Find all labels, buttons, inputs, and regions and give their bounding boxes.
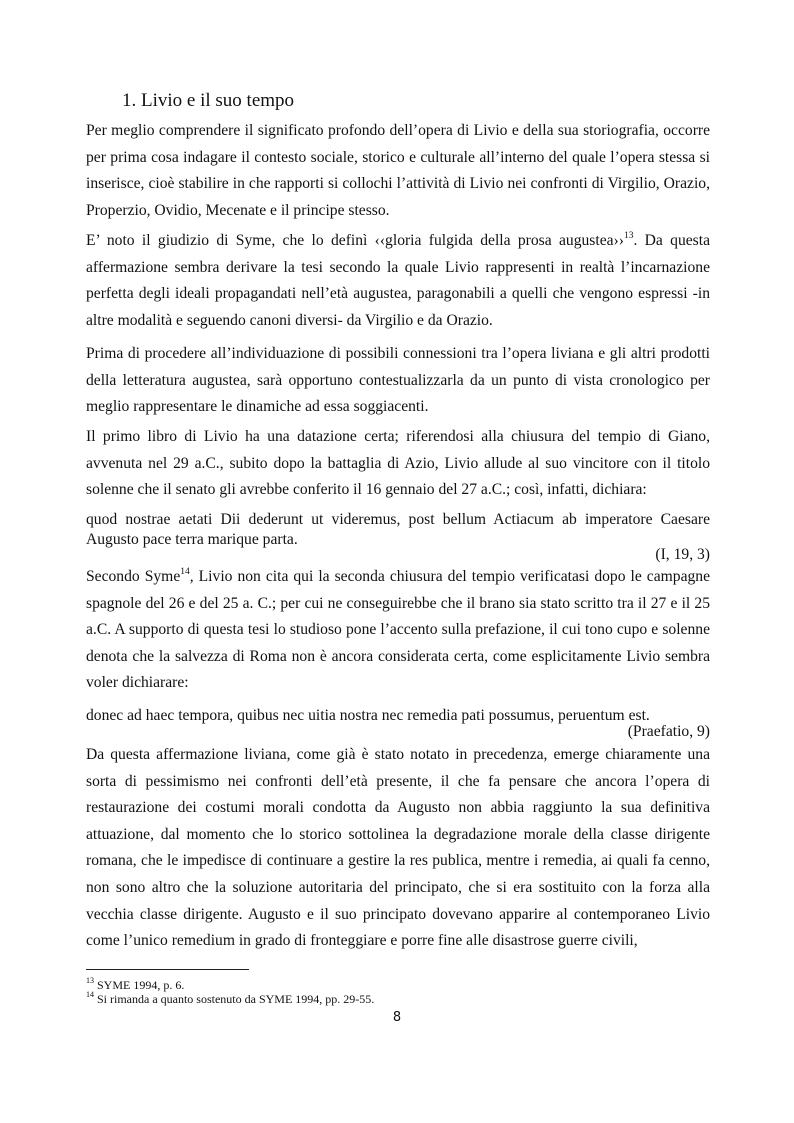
paragraph-text: . Da questa affermazione sembra derivare la tesi secondo la quale Livio rappresenti in realtà l’incarnazione perfetta degli ideali propagandati nell’età augustea, paragonabili a quelli che vengono espressi -in altre modalità e seguendo canoni diversi- da Virgilio e da Orazio.	[86, 232, 711, 329]
footnote-text: Si rimanda a quanto sostenuto da SYME 1994, pp. 29-55.	[97, 992, 375, 1006]
paragraph-pessimism: Da questa affermazione liviana, come già è stato notato in precedenza, emerge chiaramente una sorta di pessimismo nei confronti dell’età presente, il che fa pensare che ancora l’opera di restaurazione dei costumi morali condotta da Augusto non abbia raggiunto la sua definitiva attuazione, dal momento che lo storico sottolinea la degradazione morale della classe dirigente romana, che le impedisce di continuare a gestire la res publica, mentre i remedia, ai quali fa cenno, non sono altro che la soluzione autoritaria del principato, che si era sostituito con la forza alla vecchia classe dirigente. Augusto e il suo principato dovevano apparire al contemporaneo Livio come l’unico remedium in grado di fronteggiare e porre fine alle disastrose guerre civili,	[86, 746, 710, 950]
paragraph-text: E’ noto il giudizio di Syme, che lo definì ‹‹gloria fulgida della prosa augustea››	[86, 232, 624, 249]
paragraph-intro: Per meglio comprendere il significato profondo dell’opera di Livio e della sua storiografia, occorre per prima cosa indagare il contesto sociale, storico e culturale all’interno del quale l’opera stessa si inserisce, cioè stabilire in che rapporti si collochi l’attività di Livio nei confronti di Virgilio, Orazio, Properzio, Ovidio, Mecenate e il principe stesso.	[86, 122, 710, 219]
paragraph-text: , Livio non cita qui la seconda chiusura del tempio verificatasi dopo le campagne spagnole del 26 e del 25 a. C.; per cui ne conseguirebbe che il brano sia stato scritto tra il 27 e il 25 a.C. A supporto di questa tesi lo studioso pone l’accento sulla prefazione, il cui tono cupo e solenne denota che la salvezza di Roma non è ancora considerata certa, come esplicitamente Livio sembra voler dichiarare:	[86, 568, 711, 692]
paragraph-text: Secondo Syme	[86, 568, 181, 585]
paragraph-chronology: Prima di procedere all’individuazione di possibili connessioni tra l’opera liviana e gli altri prodotti della letteratura augustea, sarà opportuno contestualizzarla da un punto di vista cronologico per meglio rappresentare le dinamiche ad essa soggiacenti.	[86, 345, 710, 416]
page-number: 8	[392, 1010, 402, 1025]
paragraph-syme-second	[86, 564, 710, 697]
footnote-text: SYME 1994, p. 6.	[97, 978, 185, 992]
footnote-number: 14	[86, 990, 94, 999]
footnote-13	[86, 978, 184, 992]
footnote-ref-14[interactable]: 14	[180, 566, 190, 577]
latin-quote-1: quod nostrae aetati Dii dederunt ut videremus, post bellum Actiacum ab imperatore Caesare Augusto pace terra marique parta.	[86, 511, 710, 548]
footnote-separator	[86, 969, 249, 970]
paragraph-syme-judgement	[86, 228, 710, 334]
section-heading: 1. Livio e il suo tempo	[122, 90, 295, 111]
footnote-number: 13	[86, 976, 94, 985]
quote-citation-2: (Praefatio, 9)	[627, 723, 710, 740]
latin-quote-2: donec ad haec tempora, quibus nec uitia nostra nec remedia pati possumus, peruentum est.	[86, 707, 650, 724]
footnote-14	[86, 992, 374, 1006]
paragraph-first-book: Il primo libro di Livio ha una datazione certa; riferendosi alla chiusura del tempio di Giano, avvenuta nel 29 a.C., subito dopo la battaglia di Azio, Livio allude al suo vincitore con il titolo solenne che il senato gli avrebbe conferito il 16 gennaio del 27 a.C.; così, infatti, dichiara:	[86, 428, 710, 499]
quote-citation-1: (I, 19, 3)	[655, 546, 710, 563]
footnote-ref-13[interactable]: 13	[623, 230, 634, 241]
